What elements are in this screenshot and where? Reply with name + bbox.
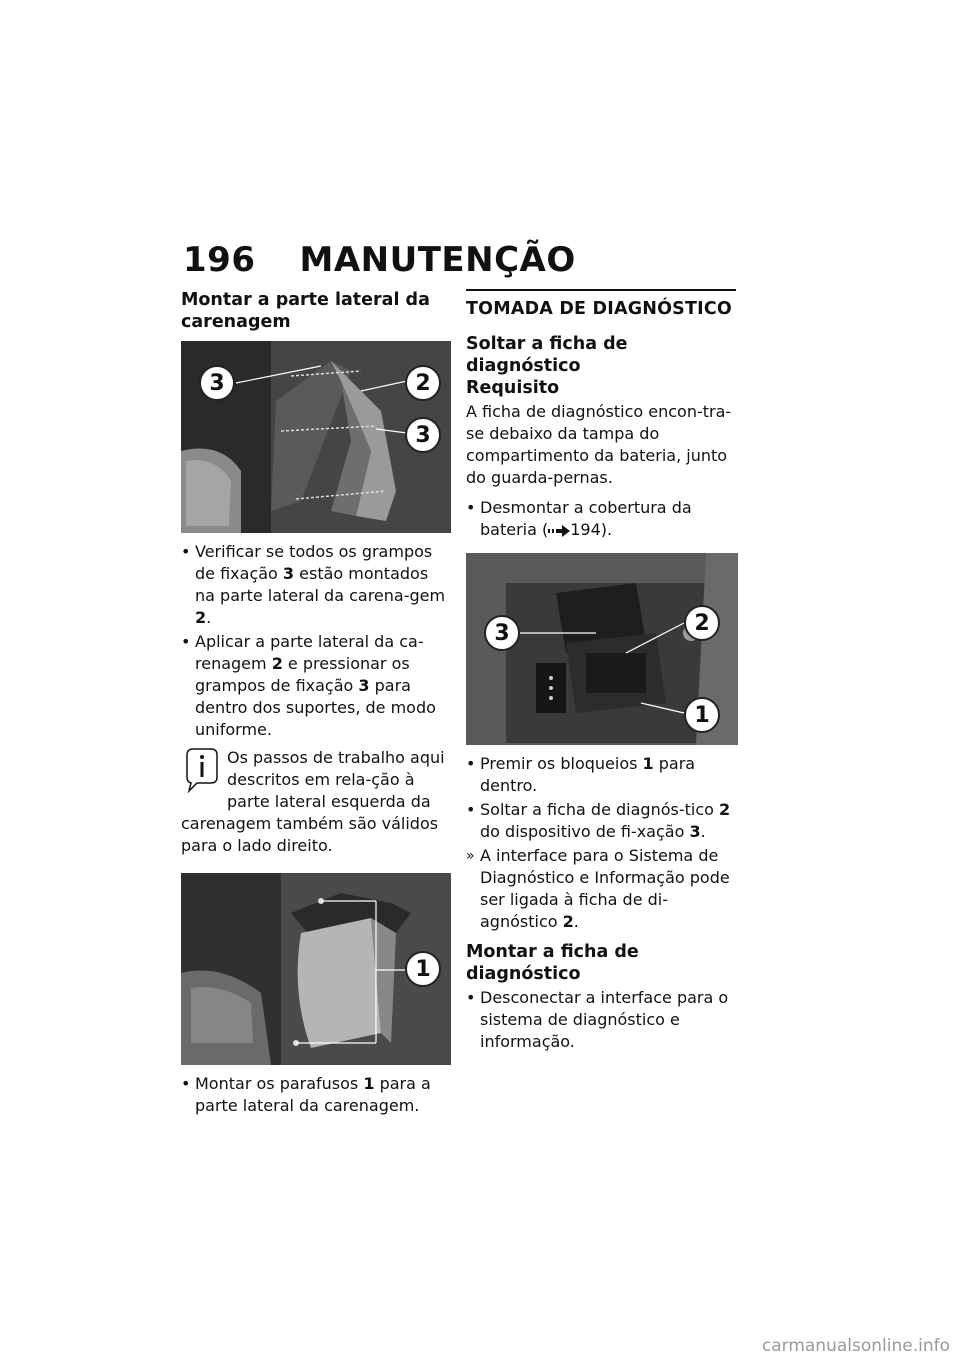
callout-1: 1 bbox=[684, 697, 720, 733]
callout-1: 1 bbox=[405, 951, 441, 987]
figure-fairing-clips bbox=[181, 341, 451, 533]
bullet-list-battery bbox=[466, 497, 736, 541]
bullet-list-release bbox=[466, 753, 736, 933]
bullet-list-fairing bbox=[181, 541, 451, 741]
page-header bbox=[183, 240, 576, 280]
list-item: • Montar os parafusos 1 para a parte lateral da carenagem. bbox=[181, 1074, 431, 1115]
right-column bbox=[466, 289, 736, 1059]
list-item: • Verificar se todos os grampos de fixação 3 estão montados na parte lateral da carena-gem 2. bbox=[181, 542, 446, 627]
info-icon bbox=[181, 747, 221, 793]
section-title-diagnostic: TOMADA DE DIAGNÓSTICO bbox=[466, 289, 736, 327]
callout-3: 3 bbox=[484, 615, 520, 651]
chapter-title: MANUTENÇÃO bbox=[299, 240, 576, 280]
list-item: • Desconectar a interface para o sistema de diagnóstico e informação. bbox=[466, 988, 729, 1051]
list-item: • Soltar a ficha de diagnós-tico 2 do dispositivo de fi-xação 3. bbox=[466, 800, 731, 841]
page-ref-arrow-icon bbox=[548, 525, 570, 537]
requirement-title: Requisito bbox=[466, 378, 560, 398]
list-item: • Aplicar a parte lateral da ca-renagem 2 e pressionar os grampos de fixação 3 para dentro dos suportes, de modo uniforme. bbox=[181, 632, 436, 739]
callout-3-a: 3 bbox=[199, 365, 235, 401]
watermark: carmanualsonline.info bbox=[761, 1336, 950, 1356]
callout-3-b: 3 bbox=[405, 417, 441, 453]
info-note: Os passos de trabalho aqui descritos em rela-ção à parte lateral esquerda da carenagem também são válidos para o lado direito. bbox=[181, 748, 445, 855]
bullet-list-screws bbox=[181, 1073, 451, 1117]
bullet-list-mount bbox=[466, 987, 736, 1053]
figure-diagnostic-plug bbox=[466, 553, 738, 745]
section-title-fairing: Montar a parte lateral da carenagem bbox=[181, 290, 430, 332]
subtitle-mount-plug: Montar a ficha de diagnóstico bbox=[466, 942, 639, 984]
callout-2: 2 bbox=[684, 605, 720, 641]
figure-fairing-screws bbox=[181, 873, 451, 1065]
requirement-text: A ficha de diagnóstico encon-tra-se debaixo da tampa do compartimento da bateria, junto do guarda-pernas. bbox=[466, 402, 732, 487]
subtitle-release-plug: Soltar a ficha de diagnóstico bbox=[466, 334, 628, 376]
page-number: 196 bbox=[183, 240, 256, 280]
list-item: • Premir os bloqueios 1 para dentro. bbox=[466, 754, 696, 795]
list-item: • Desmontar a cobertura da bateria ( 194). bbox=[466, 498, 692, 539]
left-column bbox=[181, 289, 451, 1123]
callout-2: 2 bbox=[405, 365, 441, 401]
result-item: » A interface para o Sistema de Diagnóstico e Informação pode ser ligada à ficha de di-agnóstico 2. bbox=[466, 846, 730, 931]
